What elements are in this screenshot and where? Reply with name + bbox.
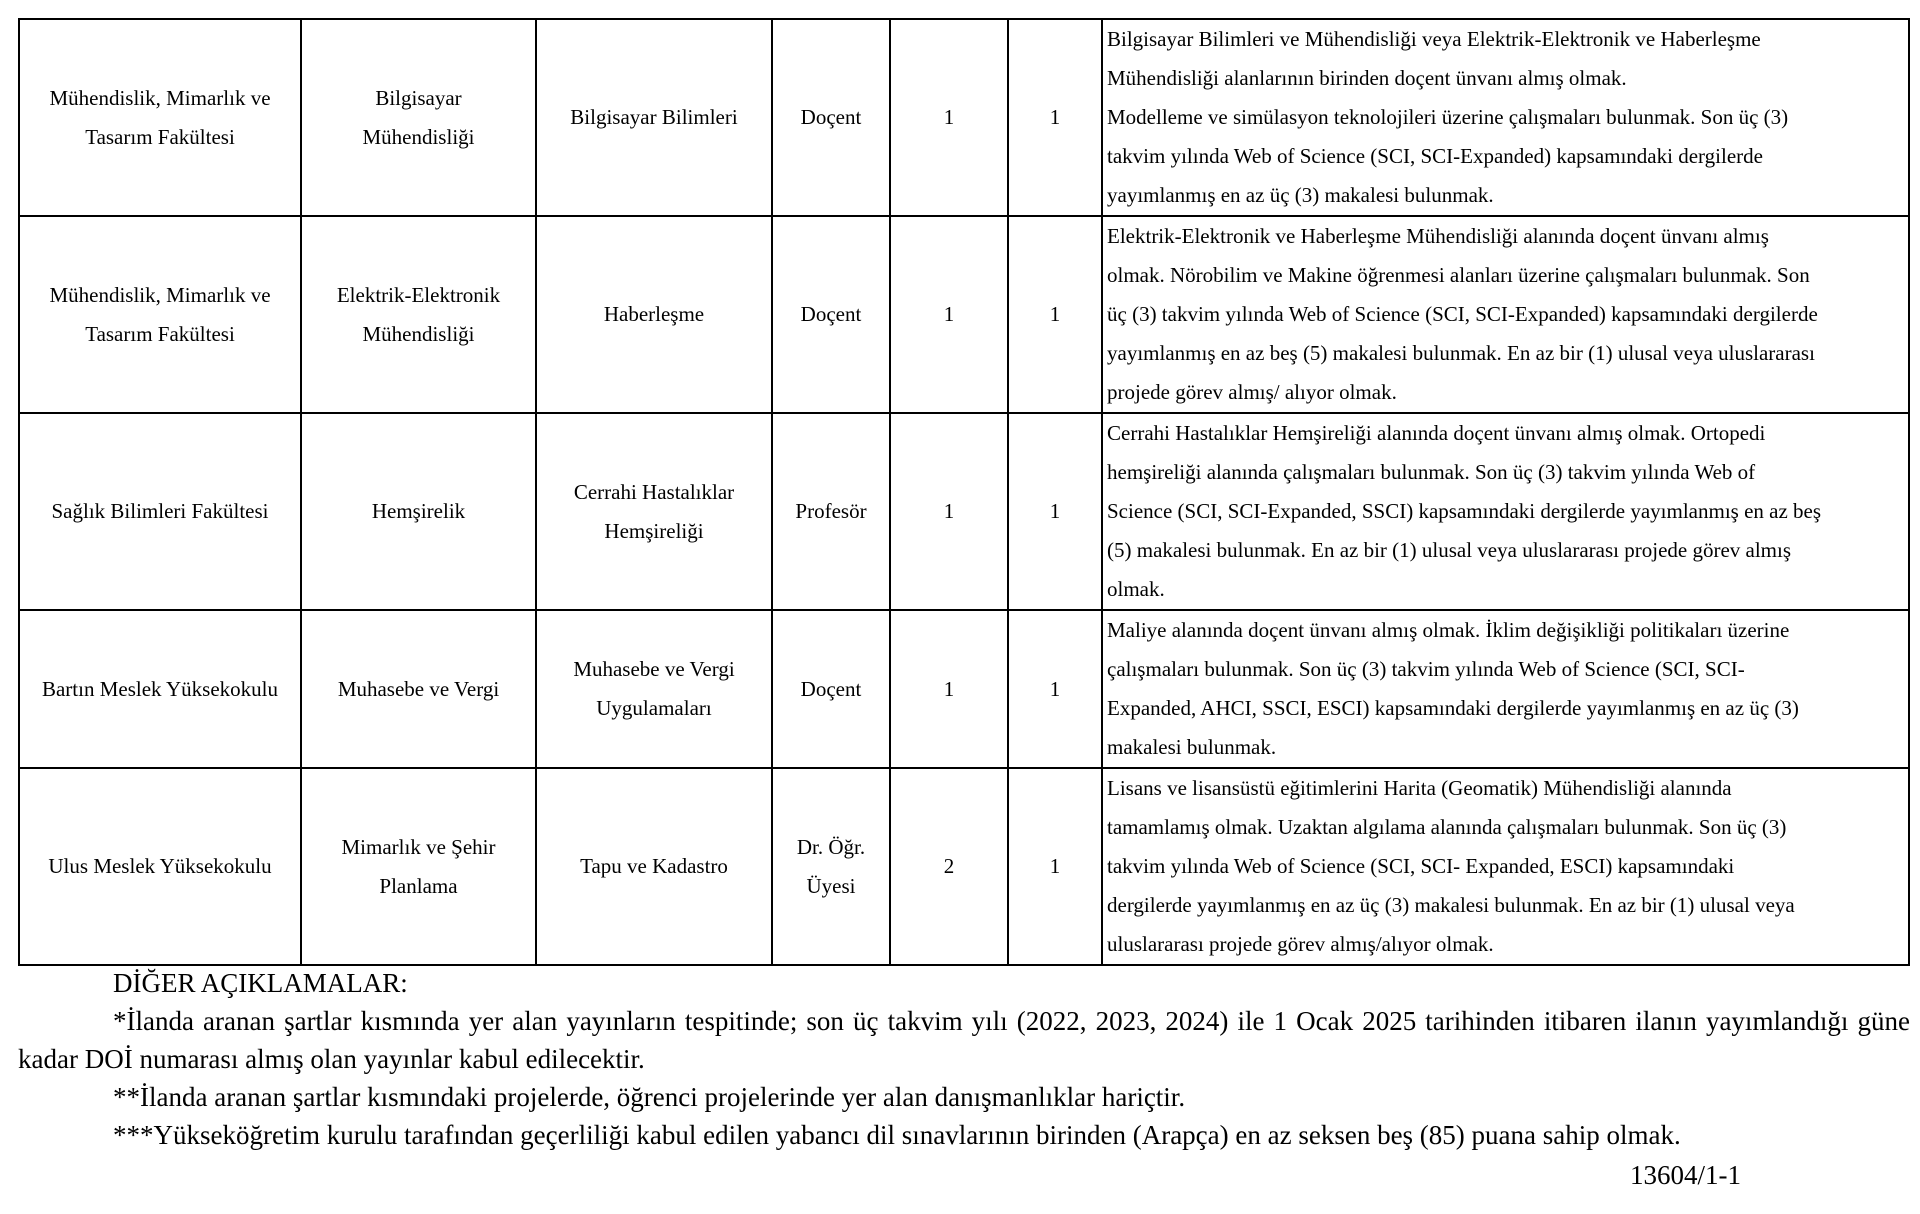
requirement-line: çalışmaları bulunmak. Son üç (3) takvim yılında Web of Science (SCI, SCI- <box>1107 657 1745 681</box>
table-row <box>19 768 1909 965</box>
cell-line: Bilgisayar <box>375 85 462 110</box>
cell-line: Haberleşme <box>603 302 705 326</box>
count-cell: 1 <box>1008 19 1102 216</box>
requirements-cell <box>1102 216 1909 413</box>
note-projects: **İlanda aranan şartlar kısmındaki projelerde, öğrenci projelerinde yer alan danışmanlıklar hariçtir. <box>113 1082 1186 1112</box>
faculty-cell <box>19 768 301 965</box>
requirement-line: dergilerde yayımlanmış en az üç (3) makalesi bulunmak. En az bir (1) ulusal veya <box>1107 893 1795 917</box>
table-row <box>19 413 1909 610</box>
cell-line: Doçent <box>800 105 862 129</box>
notes-heading: DİĞER AÇIKLAMALAR: <box>113 968 408 998</box>
requirement-line: Expanded, AHCI, SSCI, ESCI) kapsamındaki dergilerde yayımlanmış en az üç (3) <box>1107 696 1799 720</box>
requirements-cell <box>1102 610 1909 768</box>
requirement-line: yayımlanmış en az üç (3) makalesi bulunmak. <box>1107 183 1494 207</box>
section-cell <box>536 216 772 413</box>
cell-line: Doçent <box>800 676 862 701</box>
requirements-cell <box>1102 19 1909 216</box>
cell-line: Mühendisliği <box>362 124 475 149</box>
degree-cell: 1 <box>890 216 1008 413</box>
requirement-line: Maliye alanında doçent ünvanı almış olmak. İklim değişikliği politikaları üzerine <box>1107 618 1790 642</box>
cell-line: Doçent <box>800 302 862 326</box>
table-row <box>19 19 1909 216</box>
cell-line: Cerrahi Hastalıklar <box>573 479 735 504</box>
positions-table-body <box>19 19 1909 965</box>
title-cell <box>772 216 890 413</box>
degree-cell: 1 <box>890 19 1008 216</box>
requirement-line: Mühendisliği alanlarının birinden doçent ünvanı almış olmak. <box>1107 66 1627 90</box>
cell-line: Dr. Öğr. <box>796 834 866 859</box>
count-cell: 1 <box>1008 768 1102 965</box>
requirement-line: takvim yılında Web of Science (SCI, SCI- Expanded, ESCI) kapsamındaki <box>1107 854 1735 878</box>
positions-table <box>18 18 1910 966</box>
requirement-line: Lisans ve lisansüstü eğitimlerini Harita (Geomatik) Mühendisliği alanında <box>1107 776 1732 800</box>
requirements-cell <box>1102 413 1909 610</box>
cell-line: Mühendislik, Mimarlık ve <box>49 85 271 110</box>
requirements-cell <box>1102 768 1909 965</box>
cell-line: Profesör <box>795 499 867 523</box>
requirement-line: Bilgisayar Bilimleri ve Mühendisliği veya Elektrik-Elektronik ve Haberleşme <box>1107 27 1761 51</box>
cell-line: Muhasebe ve Vergi <box>573 657 735 681</box>
section-cell <box>536 768 772 965</box>
note-publications: *İlanda aranan şartlar kısmında yer alan yayınların tespitinde; son üç takvim yılı (2022, 2023, 2024) ile 1 Ocak 2025 tarihinden itibaren ilanın yayımlandığı güne kadar DOİ numarası almış olan yayınlar kabul edilecektir. <box>18 1006 1910 1074</box>
cell-line: Elektrik-Elektronik <box>336 282 501 307</box>
table-row <box>19 610 1909 768</box>
cell-line: Muhasebe ve Vergi <box>337 676 500 701</box>
requirement-line: üç (3) takvim yılında Web of Science (SCI, SCI-Expanded) kapsamındaki dergilerde <box>1107 302 1818 326</box>
requirement-line: olmak. Nörobilim ve Makine öğrenmesi alanları üzerine çalışmaları bulunmak. Son <box>1107 263 1810 287</box>
title-cell <box>772 610 890 768</box>
faculty-cell <box>19 216 301 413</box>
requirement-line: takvim yılında Web of Science (SCI, SCI-Expanded) kapsamındaki dergilerde <box>1107 144 1763 168</box>
section-cell <box>536 19 772 216</box>
cell-line: Mühendisliği <box>362 321 475 346</box>
department-cell <box>301 768 536 965</box>
section-cell <box>536 610 772 768</box>
title-cell <box>772 413 890 610</box>
cell-line: Mühendislik, Mimarlık ve <box>49 282 271 307</box>
requirement-line: olmak. <box>1107 577 1165 601</box>
requirement-line: hemşireliği alanında çalışmaları bulunmak. Son üç (3) takvim yılında Web of <box>1107 460 1756 484</box>
requirement-line: makalesi bulunmak. <box>1107 735 1277 759</box>
department-cell <box>301 19 536 216</box>
cell-line: Tasarım Fakültesi <box>85 124 235 149</box>
count-cell: 1 <box>1008 216 1102 413</box>
table-row <box>19 216 1909 413</box>
requirement-line: Cerrahi Hastalıklar Hemşireliği alanında doçent ünvanı almış olmak. Ortopedi <box>1107 421 1766 445</box>
count-cell: 1 <box>1008 610 1102 768</box>
requirement-line: Elektrik-Elektronik ve Haberleşme Mühendisliği alanında doçent ünvanı almış <box>1107 224 1769 248</box>
faculty-cell <box>19 610 301 768</box>
cell-line: Tasarım Fakültesi <box>85 321 235 346</box>
department-cell <box>301 610 536 768</box>
degree-cell: 1 <box>890 413 1008 610</box>
section-cell <box>536 413 772 610</box>
department-cell <box>301 413 536 610</box>
requirement-line: Modelleme ve simülasyon teknolojileri üzerine çalışmaları bulunmak. Son üç (3) <box>1107 105 1789 129</box>
cell-line: Bilgisayar Bilimleri <box>570 105 738 129</box>
cell-line: Planlama <box>379 873 458 898</box>
title-cell <box>772 768 890 965</box>
cell-line: Bartın Meslek Yüksekokulu <box>41 676 279 701</box>
requirement-line: tamamlamış olmak. Uzaktan algılama alanında çalışmaları bulunmak. Son üç (3) <box>1107 815 1787 839</box>
count-cell: 1 <box>1008 413 1102 610</box>
degree-cell: 1 <box>890 610 1008 768</box>
cell-line: Mimarlık ve Şehir <box>341 834 496 859</box>
requirement-line: Science (SCI, SCI-Expanded, SSCI) kapsamındaki dergilerde yayımlanmış en az beş <box>1107 499 1822 523</box>
cell-line: Sağlık Bilimleri Fakültesi <box>51 499 269 523</box>
faculty-cell <box>19 413 301 610</box>
cell-line: Tapu ve Kadastro <box>580 854 728 878</box>
cell-line: Hemşireliği <box>604 518 704 543</box>
cell-line: Üyesi <box>806 873 856 898</box>
requirement-line: uluslararası projede görev almış/alıyor olmak. <box>1107 932 1494 956</box>
cell-line: Hemşirelik <box>371 499 466 523</box>
cell-line: Uygulamaları <box>596 696 712 720</box>
requirement-line: yayımlanmış en az beş (5) makalesi bulunmak. En az bir (1) ulusal veya uluslararası <box>1107 341 1815 365</box>
degree-cell: 2 <box>890 768 1008 965</box>
note-language: ***Yükseköğretim kurulu tarafından geçerliliği kabul edilen yabancı dil sınavlarının birinden (Arapça) en az seksen beş (85) puana sahip olmak. <box>113 1120 1681 1150</box>
faculty-cell <box>19 19 301 216</box>
other-notes <box>18 964 1910 1154</box>
title-cell <box>772 19 890 216</box>
requirement-line: (5) makalesi bulunmak. En az bir (1) ulusal veya uluslararası projede görev almış <box>1107 538 1792 562</box>
cell-line: Ulus Meslek Yüksekokulu <box>48 854 272 878</box>
page-number: 13604/1-1 <box>1630 1160 1741 1190</box>
department-cell <box>301 216 536 413</box>
requirement-line: projede görev almış/ alıyor olmak. <box>1107 380 1397 404</box>
